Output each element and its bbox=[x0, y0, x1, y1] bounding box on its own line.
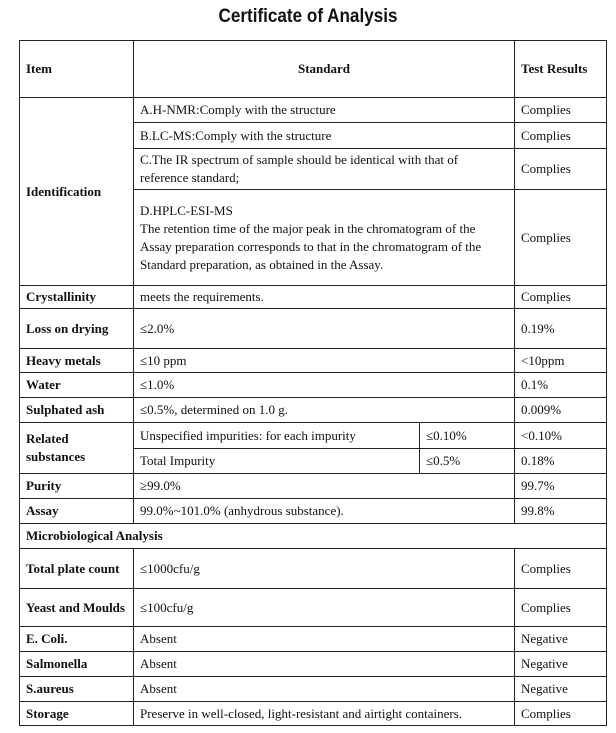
header-results: Test Results bbox=[515, 41, 607, 98]
table-row bbox=[20, 474, 607, 499]
table-row bbox=[20, 499, 607, 524]
table-row bbox=[20, 286, 607, 309]
sulphated-ash-result: 0.009% bbox=[515, 398, 607, 423]
saureus-label: S.aureus bbox=[20, 677, 134, 702]
loss-on-drying-result: 0.19% bbox=[515, 309, 607, 349]
table-row bbox=[20, 398, 607, 423]
micro-section-heading: Microbiological Analysis bbox=[20, 524, 607, 549]
identification-c-standard: C.The IR spectrum of sample should be identical with that of reference standard; bbox=[134, 149, 515, 190]
purity-result: 99.7% bbox=[515, 474, 607, 499]
table-row bbox=[20, 309, 607, 349]
identification-label: Identification bbox=[20, 98, 134, 286]
table-row bbox=[20, 677, 607, 702]
storage-standard: Preserve in well-closed, light-resistant and airtight containers. bbox=[134, 702, 515, 726]
assay-result: 99.8% bbox=[515, 499, 607, 524]
sulphated-ash-label: Sulphated ash bbox=[20, 398, 134, 423]
related-total-result: 0.18% bbox=[515, 449, 607, 474]
identification-d-title: D.HPLC-ESI-MS bbox=[140, 202, 233, 218]
table-row bbox=[20, 589, 607, 627]
table-row bbox=[20, 373, 607, 398]
heavy-metals-standard: ≤10 ppm bbox=[134, 349, 515, 373]
header-row bbox=[20, 41, 607, 98]
purity-label: Purity bbox=[20, 474, 134, 499]
table-row bbox=[20, 423, 607, 449]
ecoli-result: Negative bbox=[515, 627, 607, 652]
loss-on-drying-standard: ≤2.0% bbox=[134, 309, 515, 349]
table-row bbox=[20, 702, 607, 726]
crystallinity-label: Crystallinity bbox=[20, 286, 134, 309]
total-plate-standard: ≤1000cfu/g bbox=[134, 549, 515, 589]
identification-d-standard bbox=[134, 190, 515, 286]
total-plate-result: Complies bbox=[515, 549, 607, 589]
assay-standard: 99.0%~101.0% (anhydrous substance). bbox=[134, 499, 515, 524]
table-row bbox=[20, 652, 607, 677]
sulphated-ash-standard: ≤0.5%, determined on 1.0 g. bbox=[134, 398, 515, 423]
identification-d-result: Complies bbox=[515, 190, 607, 286]
related-substances-label: Related substances bbox=[20, 423, 134, 474]
header-item: Item bbox=[20, 41, 134, 98]
crystallinity-result: Complies bbox=[515, 286, 607, 309]
related-unspecified-result: <0.10% bbox=[515, 423, 607, 449]
identification-a-result: Complies bbox=[515, 98, 607, 123]
water-standard: ≤1.0% bbox=[134, 373, 515, 398]
saureus-result: Negative bbox=[515, 677, 607, 702]
salmonella-standard: Absent bbox=[134, 652, 515, 677]
ecoli-standard: Absent bbox=[134, 627, 515, 652]
table-row bbox=[20, 627, 607, 652]
table-row bbox=[20, 98, 607, 123]
identification-c-result: Complies bbox=[515, 149, 607, 190]
salmonella-result: Negative bbox=[515, 652, 607, 677]
ecoli-label: E. Coli. bbox=[20, 627, 134, 652]
identification-a-standard: A.H-NMR:Comply with the structure bbox=[134, 98, 515, 123]
storage-label: Storage bbox=[20, 702, 134, 726]
identification-b-standard: B.LC-MS:Comply with the structure bbox=[134, 123, 515, 149]
related-total-limit: ≤0.5% bbox=[420, 449, 515, 474]
yeast-standard: ≤100cfu/g bbox=[134, 589, 515, 627]
related-total-label: Total Impurity bbox=[134, 449, 420, 474]
loss-on-drying-label: Loss on drying bbox=[20, 309, 134, 349]
heavy-metals-result: <10ppm bbox=[515, 349, 607, 373]
coa-table bbox=[19, 40, 607, 726]
saureus-standard: Absent bbox=[134, 677, 515, 702]
related-unspecified-limit: ≤0.10% bbox=[420, 423, 515, 449]
identification-b-result: Complies bbox=[515, 123, 607, 149]
assay-label: Assay bbox=[20, 499, 134, 524]
header-standard: Standard bbox=[134, 41, 515, 98]
salmonella-label: Salmonella bbox=[20, 652, 134, 677]
storage-result: Complies bbox=[515, 702, 607, 726]
total-plate-label: Total plate count bbox=[20, 549, 134, 589]
water-result: 0.1% bbox=[515, 373, 607, 398]
yeast-result: Complies bbox=[515, 589, 607, 627]
table-row bbox=[20, 349, 607, 373]
document-title: Certificate of Analysis bbox=[218, 6, 398, 27]
purity-standard: ≥99.0% bbox=[134, 474, 515, 499]
identification-d-text: The retention time of the major peak in the chromatogram of the Assay preparation corresponds to that in the chromatogram of the Standard preparation, as obtained in the Assay. bbox=[140, 220, 482, 272]
heavy-metals-label: Heavy metals bbox=[20, 349, 134, 373]
yeast-label: Yeast and Moulds bbox=[20, 589, 134, 627]
section-row bbox=[20, 524, 607, 549]
table-row bbox=[20, 549, 607, 589]
related-unspecified-label: Unspecified impurities: for each impurity bbox=[134, 423, 420, 449]
crystallinity-standard: meets the requirements. bbox=[134, 286, 515, 309]
water-label: Water bbox=[20, 373, 134, 398]
